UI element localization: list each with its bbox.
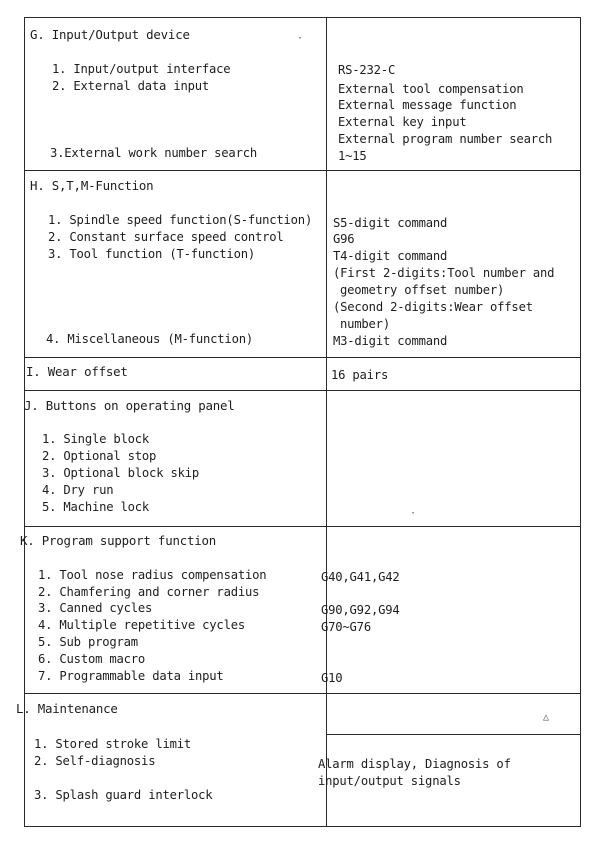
section-k-value: G90,G92,G94 — [321, 603, 400, 617]
section-k-item: 4. Multiple repetitive cycles — [38, 618, 245, 632]
section-k-value: G10 — [321, 671, 343, 685]
section-k-item: 2. Chamfering and corner radius — [38, 585, 260, 599]
section-j-item: 3. Optional block skip — [42, 466, 200, 480]
section-j-item: 4. Dry run — [42, 483, 114, 497]
section-j-item: 2. Optional stop — [42, 449, 157, 463]
section-l-value: Alarm display, Diagnosis of — [318, 757, 511, 771]
section-g-item: 2. External data input — [52, 79, 210, 93]
section-k-item: 1. Tool nose radius compensation — [38, 568, 267, 582]
section-g-item: 1. Input/output interface — [52, 62, 231, 76]
section-h-value: T4-digit command — [333, 249, 448, 263]
column-divider — [326, 18, 327, 826]
section-h-value: M3-digit command — [333, 334, 448, 348]
section-l-heading: L. Maintenance — [16, 701, 118, 716]
section-i-value: 16 pairs — [331, 368, 389, 382]
section-i-heading: I. Wear offset — [26, 364, 128, 379]
section-j-heading: J. Buttons on operating panel — [24, 398, 235, 413]
section-g-value: RS-232-C — [338, 63, 396, 77]
section-k-item: 3. Canned cycles — [38, 601, 153, 615]
row-divider-g-h — [25, 170, 580, 171]
section-h-heading: H. S,T,M-Function — [30, 178, 154, 193]
section-h-item: 1. Spindle speed function(S-function) — [48, 213, 313, 227]
section-h-value: (Second 2-digits:Wear offset — [333, 300, 533, 314]
section-g-value: 1~15 — [338, 149, 367, 163]
section-k-item: 7. Programmable data input — [38, 669, 224, 683]
section-l-item: 1. Stored stroke limit — [34, 737, 192, 751]
section-h-value: G96 — [333, 232, 355, 246]
scan-speck: △ — [543, 712, 550, 723]
section-h-value: geometry offset number) — [340, 283, 505, 297]
section-k-item: 5. Sub program — [38, 635, 138, 649]
section-l-value: input/output signals — [318, 774, 461, 788]
section-k-value: G70~G76 — [321, 620, 371, 634]
section-j-item: 5. Machine lock — [42, 500, 150, 514]
section-g-value: External message function — [338, 98, 517, 112]
section-k-item: 6. Custom macro — [38, 652, 146, 666]
section-k-heading: K. Program support function — [20, 533, 217, 548]
section-g-value: External tool compensation — [338, 82, 524, 96]
row-divider-k-l — [25, 693, 580, 694]
section-h-value: S5-digit command — [333, 216, 448, 230]
section-l-item: 2. Self-diagnosis — [34, 754, 156, 768]
section-g-value: External key input — [338, 115, 467, 129]
section-g-value: External program number search — [338, 132, 553, 146]
section-h-value: (First 2-digits:Tool number and — [333, 266, 555, 280]
row-divider-l-inner — [326, 734, 580, 735]
section-k-value: G40,G41,G42 — [321, 570, 400, 584]
section-h-item: 4. Miscellaneous (M-function) — [46, 332, 253, 346]
row-divider-h-i — [25, 357, 580, 358]
section-j-item: 1. Single block — [42, 432, 150, 446]
section-h-item: 2. Constant surface speed control — [48, 230, 284, 244]
row-divider-i-j — [25, 390, 580, 391]
section-l-item: 3. Splash guard interlock — [34, 788, 213, 802]
scan-speck: · — [410, 508, 417, 519]
scan-speck: · — [297, 33, 304, 44]
section-h-item: 3. Tool function (T-function) — [48, 247, 255, 261]
section-g-item: 3.External work number search — [50, 146, 257, 160]
section-h-value: number) — [340, 317, 390, 331]
section-g-heading: G. Input/Output device — [30, 27, 190, 42]
row-divider-j-k — [25, 526, 580, 527]
